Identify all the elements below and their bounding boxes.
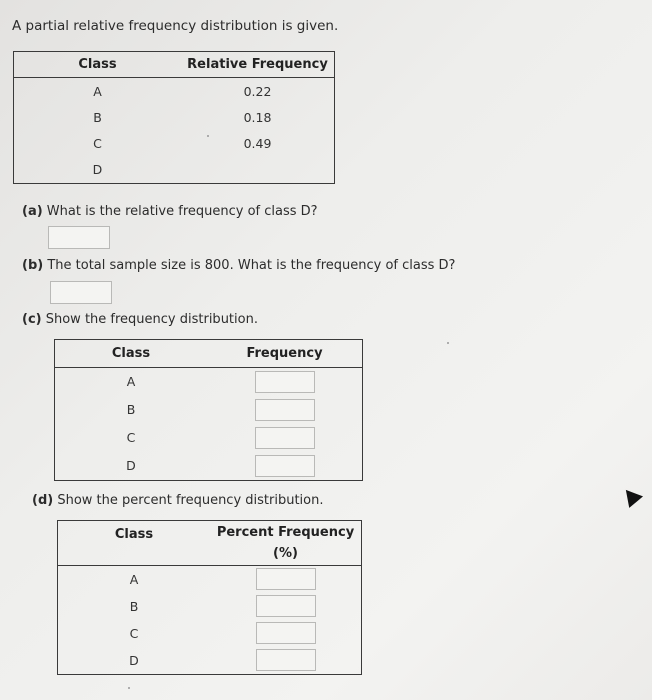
frequency-c-input[interactable] bbox=[255, 427, 315, 449]
question-d-label: (d) bbox=[32, 493, 54, 508]
percent-a-input[interactable] bbox=[256, 568, 316, 590]
question-b-label: (b) bbox=[22, 258, 44, 273]
class-header: Class bbox=[14, 52, 182, 78]
answer-a-input[interactable] bbox=[48, 226, 110, 249]
frequency-d-input[interactable] bbox=[255, 455, 315, 477]
class-cell: D bbox=[129, 652, 139, 668]
percent-unit: (%) bbox=[273, 546, 298, 561]
class-cell: A bbox=[126, 374, 136, 390]
frequency-table bbox=[54, 339, 363, 481]
class-cell: B bbox=[129, 598, 139, 614]
class-cell: C bbox=[126, 430, 136, 445]
question-c-text: Show the frequency distribution. bbox=[45, 312, 258, 327]
relative-frequency-header: Relative Frequency bbox=[181, 52, 335, 78]
relative-frequency-table bbox=[13, 51, 335, 184]
percent-d-input[interactable] bbox=[256, 649, 316, 671]
percent-frequency-header bbox=[210, 521, 362, 566]
question-a bbox=[22, 204, 318, 219]
question-c bbox=[22, 312, 258, 327]
class-cell: D bbox=[92, 162, 103, 178]
frequency-header: Frequency bbox=[207, 340, 363, 368]
percent-b-input[interactable] bbox=[256, 595, 316, 617]
class-cell: C bbox=[93, 136, 102, 151]
class-cell: B bbox=[126, 402, 136, 417]
percent-frequency-title: Percent Frequency bbox=[216, 525, 355, 540]
answer-b-input[interactable] bbox=[50, 281, 112, 304]
class-cell: B bbox=[93, 110, 102, 125]
percent-c-input[interactable] bbox=[256, 622, 316, 644]
class-cell: A bbox=[129, 571, 139, 587]
class-header: Class bbox=[58, 521, 211, 566]
question-b-text: The total sample size is 800. What is the frequency of class D? bbox=[47, 258, 456, 273]
question-d bbox=[32, 493, 324, 508]
frequency-a-input[interactable] bbox=[255, 371, 315, 393]
stray-dot bbox=[447, 342, 449, 344]
relative-frequency-cell bbox=[181, 157, 335, 184]
class-cell: D bbox=[126, 458, 136, 474]
problem-intro: A partial relative frequency distribution is given. bbox=[12, 18, 339, 34]
question-a-text: What is the relative frequency of class D? bbox=[46, 204, 318, 219]
question-b bbox=[22, 258, 455, 273]
class-cell: C bbox=[129, 625, 139, 641]
class-cell: A bbox=[93, 83, 102, 99]
frequency-b-input[interactable] bbox=[255, 399, 315, 421]
question-d-text: Show the percent frequency distribution. bbox=[57, 493, 324, 508]
stray-dot bbox=[207, 135, 209, 137]
mouse-cursor-icon bbox=[619, 484, 643, 508]
relative-frequency-cell: 0.18 bbox=[243, 110, 272, 125]
class-header: Class bbox=[55, 340, 208, 368]
relative-frequency-cell: 0.49 bbox=[243, 136, 272, 151]
question-a-label: (a) bbox=[22, 204, 43, 219]
stray-dot bbox=[128, 687, 130, 689]
relative-frequency-cell: 0.22 bbox=[243, 83, 272, 99]
percent-frequency-table bbox=[57, 520, 362, 675]
question-c-label: (c) bbox=[22, 312, 42, 327]
